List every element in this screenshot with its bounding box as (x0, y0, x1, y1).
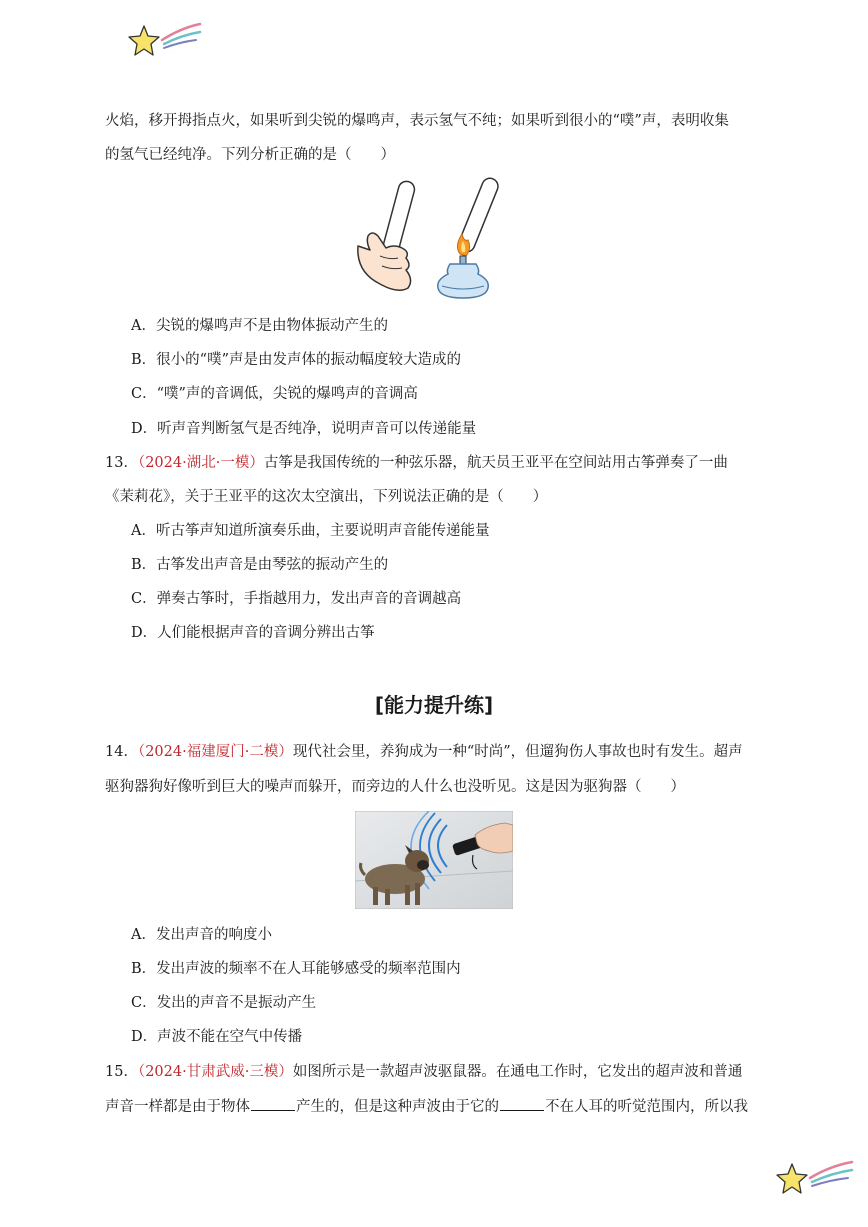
q15-stem: 如图所示是一款超声波驱鼠器。在通电工作时，它发出的超声波和普通 (292, 1064, 743, 1080)
q13-option-d[interactable]: D．人们能根据声音的音调分辨出古筝 (131, 625, 375, 641)
q14-option-c[interactable]: C．发出的声音不是振动产生 (131, 995, 317, 1011)
section-title: [能力提升练] (374, 693, 494, 717)
dog-repeller-figure (355, 811, 513, 909)
q15-text-line1 (105, 1062, 742, 1082)
q12-text-line1: 火焰，移开拇指点火，如果听到尖锐的爆鸣声，表示氢气不纯；如果听到很小的“噗”声，表明收集 (105, 113, 729, 129)
q14-source-tag: （2024·福建厦门·二模） (137, 744, 293, 760)
q15-blank-1[interactable] (251, 1096, 295, 1111)
q12-option-d[interactable]: D．听声音判断氢气是否纯净，说明声音可以传递能量 (131, 421, 477, 437)
q13-option-a[interactable]: A．听古筝声知道所演奏乐曲，主要说明声音能传递能量 (131, 523, 490, 539)
q12-option-a[interactable]: A．尖锐的爆鸣声不是由物体振动产生的 (131, 318, 388, 334)
q12-option-b[interactable]: B．很小的“噗”声是由发声体的振动幅度较大造成的 (131, 352, 461, 368)
q13-option-c[interactable]: C．弹奏古筝时，手指越用力，发出声音的音调越高 (131, 591, 462, 607)
q15-text-part-c: 不在人耳的听觉范围内，所以我 (545, 1099, 748, 1115)
q15-source-tag: （2024·甘肃武威·三模） (137, 1064, 293, 1080)
shooting-star-icon (126, 18, 202, 64)
q12-option-c[interactable]: C．“噗”声的音调低，尖锐的爆鸣声的音调高 (131, 386, 418, 402)
q13-source-tag: （2024·湖北·一模） (137, 455, 264, 471)
q12-text-line2: 的氢气已经纯净。下列分析正确的是（ ） (105, 147, 395, 163)
q15-text-part-a: 声音一样都是由于物体 (105, 1099, 250, 1115)
q14-text-line1 (105, 742, 743, 762)
hydrogen-test-figure (350, 176, 520, 304)
q14-option-d[interactable]: D．声波不能在空气中传播 (131, 1029, 303, 1045)
q14-text-line2: 驱狗器狗好像听到巨大的噪声而躲开，而旁边的人什么也没听见。这是因为驱狗器（ ） (105, 779, 685, 795)
q15-number: 15． (105, 1064, 138, 1080)
q13-number: 13． (105, 455, 138, 471)
q14-option-a[interactable]: A．发出声音的响度小 (131, 927, 272, 943)
q14-option-b[interactable]: B．发出声波的频率不在人耳能够感受的频率范围内 (131, 961, 461, 977)
q13-text-line1 (105, 453, 728, 473)
q15-text-part-b: 产生的，但是这种声波由于它的 (296, 1099, 499, 1115)
q13-option-b[interactable]: B．古筝发出声音是由琴弦的振动产生的 (131, 557, 389, 573)
shooting-star-icon (774, 1156, 854, 1202)
q13-stem: 古筝是我国传统的一种弦乐器，航天员王亚平在空间站用古筝弹奏了一曲 (263, 455, 728, 471)
q15-blank-2[interactable] (500, 1096, 544, 1111)
q13-text-line2: 《茉莉花》，关于王亚平的这次太空演出，下列说法正确的是（ ） (105, 489, 548, 505)
q14-number: 14． (105, 744, 138, 760)
q14-stem: 现代社会里，养狗成为一种“时尚”，但遛狗伤人事故也时有发生。超声 (292, 744, 743, 760)
q15-text-line2 (105, 1096, 748, 1117)
